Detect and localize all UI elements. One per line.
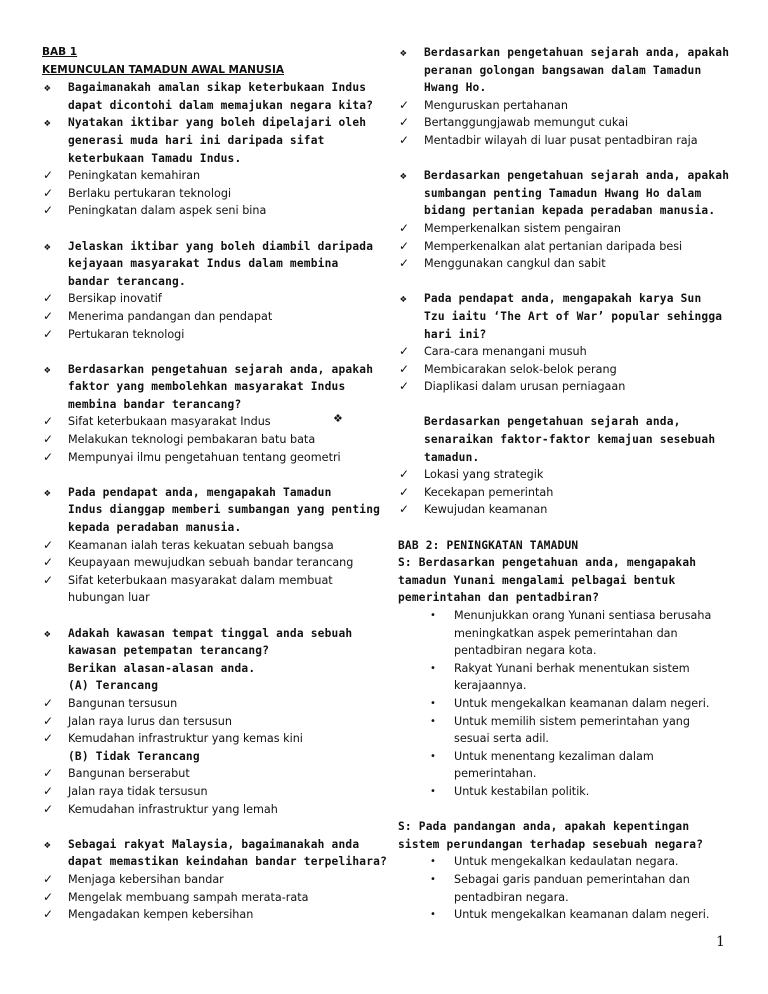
line-text: Mengelak membuang sampah merata-rata	[68, 890, 309, 904]
line-text: Hwang Ho.	[424, 81, 487, 95]
check-icon: ✓	[399, 344, 410, 359]
line-text: sumbangan penting Tamadun Hwang Ho dalam	[424, 186, 702, 200]
question-continuation	[42, 255, 382, 273]
line-text: generasi muda hari ini daripada sifat	[68, 133, 325, 147]
line-text: Berdasarkan pengetahuan sejarah anda, apakah	[68, 362, 374, 376]
bullet-item	[398, 713, 728, 731]
right-column	[398, 44, 728, 924]
diamond-bullet-icon: ❖	[44, 626, 51, 640]
answer-item	[42, 537, 382, 555]
question	[42, 625, 382, 643]
line-text: Diaplikasi dalam urusan perniagaan	[424, 380, 626, 394]
bullet-item	[398, 783, 728, 801]
line-text: Jalan raya lurus dan tersusun	[68, 714, 232, 728]
bullet-item	[398, 660, 728, 678]
answer-item	[42, 202, 382, 220]
round-bullet-icon: •	[430, 697, 436, 709]
line-text: Melakukan teknologi pembakaran batu bata	[68, 433, 316, 447]
bullet-item	[398, 607, 728, 625]
answer-item	[42, 167, 382, 185]
spacer	[42, 607, 382, 625]
answer-item	[398, 466, 728, 484]
bullet-continuation	[398, 642, 728, 660]
check-icon: ✓	[399, 115, 410, 130]
line-text: Peningkatan kemahiran	[68, 169, 201, 183]
line-text: kawasan petempatan terancang?	[68, 644, 270, 658]
diamond-bullet-icon: ❖	[44, 485, 51, 499]
line-text: Menunjukkan orang Yunani sentiasa berusaha	[454, 609, 712, 622]
check-icon: ✓	[399, 97, 410, 112]
line-text: Kemudahan infrastruktur yang lemah	[68, 802, 278, 816]
line-text: Sebagai rakyat Malaysia, bagaimanakah anda	[68, 837, 360, 851]
line-text: Keupayaan mewujudkan sebuah bandar terancang	[68, 556, 354, 570]
round-bullet-icon: •	[430, 662, 436, 674]
line-text: Untuk memilih sistem pemerintahan yang	[454, 714, 690, 728]
answer-item	[42, 713, 382, 731]
line-text: sesuai serta adil.	[454, 732, 549, 746]
check-icon: ✓	[43, 783, 54, 798]
line-text: Membicarakan selok-belok perang	[424, 362, 617, 376]
line-text: Bersikap inovatif	[68, 292, 162, 306]
line-text: Berdasarkan pengetahuan sejarah anda, apakah	[424, 46, 730, 59]
round-bullet-icon: •	[430, 856, 436, 868]
bullet-item	[398, 871, 728, 889]
answer-item	[398, 343, 728, 361]
line-text: Rakyat Yunani berhak menentukan sistem	[454, 661, 690, 675]
line-text: Menjaga kebersihan bandar	[68, 872, 224, 886]
line-text: Memperkenalkan sistem pengairan	[424, 221, 621, 235]
line-text: Lokasi yang strategik	[424, 468, 544, 482]
answer-item	[42, 572, 382, 590]
line-text: hari ini?	[424, 327, 487, 341]
line-text: pentadbiran negara.	[454, 890, 569, 904]
spacer	[42, 343, 382, 361]
sub-question	[398, 836, 728, 854]
spacer	[398, 273, 728, 291]
line-text: Cara-cara menangani musuh	[424, 345, 587, 359]
answer-item	[42, 185, 382, 203]
line-text: Jalan raya tidak tersusun	[68, 784, 208, 798]
question-continuation	[42, 660, 382, 678]
check-icon: ✓	[43, 766, 54, 781]
answer-item	[398, 132, 728, 150]
check-icon: ✓	[43, 871, 54, 886]
question-continuation	[42, 273, 382, 291]
question	[42, 484, 382, 502]
answer-item	[398, 361, 728, 379]
round-bullet-icon: •	[430, 785, 436, 797]
round-bullet-icon: •	[430, 610, 436, 621]
line-text: BAB 2: PENINGKATAN TAMADUN	[398, 538, 579, 552]
line-text: Untuk menentang kezaliman dalam	[454, 749, 654, 763]
question-continuation	[398, 413, 728, 431]
line-text: Kewujudan keamanan	[424, 503, 548, 517]
question-continuation	[42, 853, 388, 871]
answer-item	[398, 378, 728, 396]
spacer	[398, 396, 728, 414]
bullet-item	[398, 906, 728, 924]
check-icon: ✓	[43, 326, 54, 341]
question	[42, 79, 382, 97]
line-text: sistem perundangan terhadap sesebuah negara?	[398, 837, 704, 851]
check-icon: ✓	[399, 238, 410, 253]
line-text: Sifat keterbukaan masyarakat Indus	[68, 415, 271, 429]
line-text: Menguruskan pertahanan	[424, 98, 568, 112]
question	[42, 238, 382, 256]
check-icon: ✓	[399, 484, 410, 499]
line-text: Sifat keterbukaan masyarakat dalam membuat	[68, 573, 333, 587]
check-icon: ✓	[43, 537, 54, 552]
section-heading	[42, 44, 382, 62]
check-icon: ✓	[399, 132, 410, 147]
answer-item	[398, 220, 728, 238]
line-text: dapat dicontohi dalam memajukan negara kita?	[68, 98, 374, 112]
check-icon: ✓	[43, 801, 54, 816]
line-text: (A) Terancang	[68, 679, 159, 693]
bullet-continuation	[398, 889, 728, 907]
line-text: Berdasarkan pengetahuan sejarah anda,	[424, 415, 681, 429]
line-text: Nyatakan iktibar yang boleh dipelajari oleh	[68, 116, 367, 130]
question-continuation	[398, 326, 728, 344]
line-text: Pada pendapat anda, mengapakah karya Sun	[424, 292, 702, 306]
answer-item	[42, 413, 382, 431]
question	[42, 361, 382, 379]
line-text: meningkatkan aspek pemerintahan dan	[454, 626, 678, 640]
check-icon: ✓	[43, 572, 54, 587]
check-icon: ✓	[399, 467, 410, 482]
line-text: Bertanggungjawab memungut cukai	[424, 116, 629, 130]
sub-question	[398, 554, 728, 572]
answer-item	[42, 801, 382, 819]
answer-item	[42, 290, 382, 308]
line-text: Kemudahan infrastruktur yang kemas kini	[68, 732, 303, 746]
line-text: Bangunan berserabut	[68, 767, 190, 781]
sub-question	[398, 818, 728, 836]
diamond-bullet-icon: ❖	[44, 362, 51, 376]
bullet-item	[398, 695, 728, 713]
round-bullet-icon: •	[430, 873, 436, 885]
answer-item	[42, 326, 382, 344]
diamond-bullet-icon: ❖	[400, 292, 407, 306]
answer-continuation	[42, 589, 382, 607]
line-text: Jelaskan iktibar yang boleh diambil daripada	[68, 239, 374, 253]
question	[398, 44, 728, 62]
diamond-bullet-icon: ❖	[400, 46, 407, 59]
line-text: Sebagai garis panduan pemerintahan dan	[454, 872, 690, 886]
check-icon: ✓	[43, 203, 54, 218]
line-text: peranan golongan bangsawan dalam Tamadun	[424, 63, 702, 77]
line-text: Menggunakan cangkul dan sabit	[424, 257, 606, 271]
line-text: pemerintahan.	[454, 767, 537, 781]
question-continuation	[398, 308, 728, 326]
line-text: Berdasarkan pengetahuan sejarah anda, apakah	[424, 169, 730, 183]
line-text: Adakah kawasan tempat tinggal anda sebuah	[68, 626, 353, 640]
line-text: pentadbiran negara kota.	[454, 644, 597, 658]
question-continuation	[398, 62, 728, 80]
check-icon: ✓	[43, 555, 54, 570]
check-icon: ✓	[399, 502, 410, 517]
question-continuation	[42, 132, 382, 150]
line-text: hubungan luar	[68, 591, 150, 605]
question-continuation	[42, 677, 382, 695]
line-text: Mengadakan kempen kebersihan	[68, 908, 254, 922]
line-text: Untuk mengekalkan keamanan dalam negeri.	[454, 908, 710, 922]
line-text: kejayaan masyarakat Indus dalam membina	[68, 257, 339, 271]
line-text: kerajaannya.	[454, 679, 527, 693]
bullet-continuation	[398, 677, 728, 695]
line-text: senaraikan faktor-faktor kemajuan sesebuah	[424, 433, 716, 447]
diamond-bullet-icon: ❖	[44, 116, 51, 130]
answer-item	[398, 255, 728, 273]
sub-question	[398, 589, 728, 607]
check-icon: ✓	[399, 379, 410, 394]
answer-item	[398, 501, 728, 519]
line-text: tamadun Yunani mengalami pelbagai bentuk	[398, 573, 676, 587]
answer-item	[398, 114, 728, 132]
answer-item	[42, 449, 382, 467]
line-text: Keamanan ialah teras kekuatan sebuah bangsa	[68, 538, 334, 552]
check-icon: ✓	[43, 695, 54, 710]
line-text: (B) Tidak Terancang	[68, 749, 200, 763]
diamond-bullet-icon: ❖	[44, 239, 51, 253]
spacer	[398, 519, 728, 537]
check-icon: ✓	[43, 713, 54, 728]
line-text: Peningkatan dalam aspek seni bina	[68, 204, 267, 218]
answer-item	[42, 431, 382, 449]
check-icon: ✓	[43, 414, 54, 429]
answer-item	[398, 97, 728, 115]
check-icon: ✓	[43, 731, 54, 746]
answer-item	[42, 889, 382, 907]
line-text: Bagaimanakah amalan sikap keterbukaan Indus	[68, 81, 367, 95]
spacer	[398, 150, 728, 168]
check-icon: ✓	[43, 291, 54, 306]
line-text: S: Pada pandangan anda, apakah kepentingan	[398, 820, 690, 834]
line-text: Bangunan tersusun	[68, 696, 178, 710]
line-text: Memperkenalkan alat pertanian daripada besi	[424, 239, 683, 253]
line-text: Menerima pandangan dan pendapat	[68, 309, 273, 323]
line-text: Mentadbir wilayah di luar pusat pentadbiran raja	[424, 133, 698, 147]
answer-item	[398, 484, 728, 502]
spacer	[398, 801, 728, 819]
line-text: bandar terancang.	[68, 274, 186, 288]
answer-item	[42, 906, 382, 924]
diamond-bullet-icon: ❖	[400, 169, 407, 183]
question-continuation	[42, 97, 382, 115]
question-continuation	[42, 501, 382, 519]
question-continuation	[42, 748, 382, 766]
line-text: Indus dianggap memberi sumbangan yang penting	[68, 503, 381, 517]
question-continuation	[398, 185, 728, 203]
line-text: Pertukaran teknologi	[68, 327, 185, 341]
line-text: keterbukaan Tamadu Indus.	[68, 151, 242, 165]
check-icon: ✓	[43, 889, 54, 904]
question	[42, 114, 382, 132]
spacer	[42, 818, 382, 836]
check-icon: ✓	[43, 907, 54, 922]
spacer	[42, 220, 382, 238]
check-icon: ✓	[43, 185, 54, 200]
sub-question	[398, 572, 728, 590]
bullet-continuation	[398, 625, 728, 643]
line-text: Tzu iaitu ‘The Art of War’ popular sehingga	[424, 309, 723, 323]
section-heading	[42, 62, 382, 80]
line-text: BAB 1	[42, 46, 78, 58]
line-text: KEMUNCULAN TAMADUN AWAL MANUSIA	[42, 63, 285, 76]
line-text: Berlaku pertukaran teknologi	[68, 186, 232, 200]
bullet-item	[398, 748, 728, 766]
page-number: 1	[716, 934, 725, 950]
question	[398, 290, 728, 308]
line-text: tamadun.	[424, 450, 480, 464]
answer-item	[42, 695, 382, 713]
line-text: Mempunyai ilmu pengetahuan tentang geometri	[68, 450, 341, 464]
spacer	[42, 466, 382, 484]
check-icon: ✓	[43, 308, 54, 323]
question-continuation	[42, 642, 382, 660]
answer-item	[42, 765, 382, 783]
line-text: membina bandar terancang?	[68, 397, 242, 411]
answer-item	[42, 783, 382, 801]
line-text: Kecekapan pemerintah	[424, 485, 554, 499]
check-icon: ✓	[399, 256, 410, 271]
diamond-bullet-icon: ❖	[44, 837, 51, 851]
line-text: S: Berdasarkan pengetahuan anda, mengapakah	[398, 556, 697, 570]
line-text: Untuk kestabilan politik.	[454, 784, 590, 798]
left-column	[42, 44, 388, 924]
answer-item	[42, 308, 382, 326]
question	[42, 836, 382, 854]
diamond-bullet-icon: ❖	[333, 412, 343, 425]
bullet-item	[398, 853, 728, 871]
line-text: pemerintahan dan pentadbiran?	[398, 591, 600, 605]
question-continuation	[398, 202, 728, 220]
check-icon: ✓	[43, 432, 54, 447]
question-continuation	[42, 396, 382, 414]
line-text: Untuk mengekalkan kedaulatan negara.	[454, 855, 679, 869]
question-continuation	[42, 519, 382, 537]
answer-item	[398, 238, 728, 256]
question-continuation	[42, 378, 382, 396]
question-continuation	[398, 79, 728, 97]
check-icon: ✓	[399, 361, 410, 376]
line-text: Berikan alasan-alasan anda.	[68, 661, 256, 675]
check-icon: ✓	[399, 220, 410, 235]
bullet-continuation	[398, 730, 728, 748]
round-bullet-icon: •	[430, 909, 436, 921]
question	[398, 167, 728, 185]
answer-item	[42, 730, 382, 748]
question-continuation	[398, 431, 728, 449]
line-text: bidang pertanian kepada peradaban manusia.	[424, 204, 716, 218]
round-bullet-icon: •	[430, 750, 436, 762]
answer-item	[42, 871, 382, 889]
line-text: kepada peradaban manusia.	[68, 521, 242, 535]
chapter-heading	[398, 537, 728, 555]
question-continuation	[42, 150, 382, 168]
line-text: faktor yang membolehkan masyarakat Indus	[68, 380, 346, 394]
check-icon: ✓	[43, 449, 54, 464]
line-text: Untuk mengekalkan keamanan dalam negeri.	[454, 696, 710, 710]
diamond-bullet-icon: ❖	[44, 81, 51, 95]
round-bullet-icon: •	[430, 715, 436, 727]
line-text: dapat memastikan keindahan bandar terpelihara?	[68, 855, 388, 869]
check-icon: ✓	[43, 168, 54, 183]
line-text: Pada pendapat anda, mengapakah Tamadun	[68, 485, 332, 499]
answer-item	[42, 554, 382, 572]
bullet-continuation	[398, 765, 728, 783]
question-continuation	[398, 449, 728, 467]
